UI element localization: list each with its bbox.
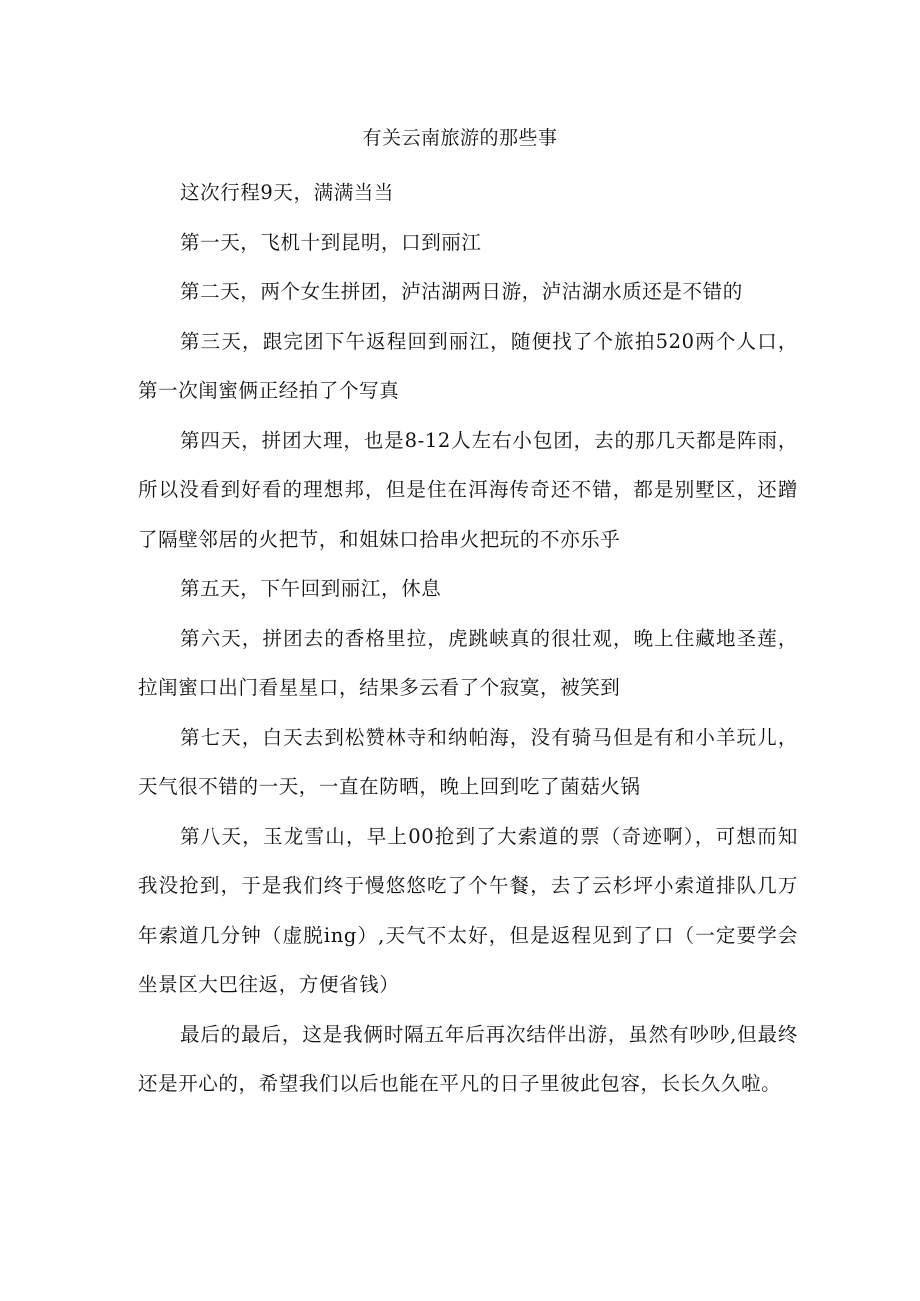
paragraph-day-4: 第四天，拼团大理，也是8-12人左右小包团，去的那几天都是阵雨，所以没看到好看的理想邦，但是住在洱海传奇还不错，都是别墅区，还蹭了隔壁邻居的火把节，和姐妹口拾串火把玩的不亦乐乎 (138, 428, 798, 551)
paragraph-day-7: 第七天，白天去到松赞林寺和纳帕海，没有骑马但是有和小羊玩儿，天气很不错的一天，一直在防晒，晚上回到吃了菌菇火锅 (138, 725, 798, 798)
paragraph-conclusion: 最后的最后，这是我俩时隔五年后再次结伴出游，虽然有吵吵,但最终还是开心的，希望我们以后也能在平凡的日子里彼此包容，长长久久啦。 (138, 1022, 798, 1095)
paragraph-day-6: 第六天，拼团去的香格里拉，虎跳峡真的很壮观，晚上住藏地圣莲，拉闺蜜口出门看星星口，结果多云看了个寂寞，被笑到 (138, 626, 798, 699)
paragraph-day-5: 第五天，下午回到丽江，休息 (180, 577, 442, 600)
document-title: 有关云南旅游的那些事 (362, 127, 558, 149)
document-body (138, 168, 798, 1109)
paragraph-intro: 这次行程9天，满满当当 (180, 181, 395, 204)
paragraph-day-3: 第三天，跟完团下午返程回到丽江，随便找了个旅拍520两个人口，第一次闺蜜俩正经拍了个写真 (138, 329, 798, 402)
paragraph-day-8: 第八天，玉龙雪山，早上00抢到了大索道的票（奇迹啊），可想而知我没抢到，于是我们终于慢悠悠吃了个午餐，去了云杉坪小索道排队几万年索道几分钟（虚脱ing）,天气不太好，但是返程见到了口（一定要学会坐景区大巴往返，方便省钱） (138, 824, 798, 996)
paragraph-day-2: 第二天，两个女生拼团，泸沽湖两日游，泸沽湖水质还是不错的 (180, 280, 743, 303)
paragraph-day-1: 第一天，飞机十到昆明，口到丽江 (180, 230, 482, 254)
